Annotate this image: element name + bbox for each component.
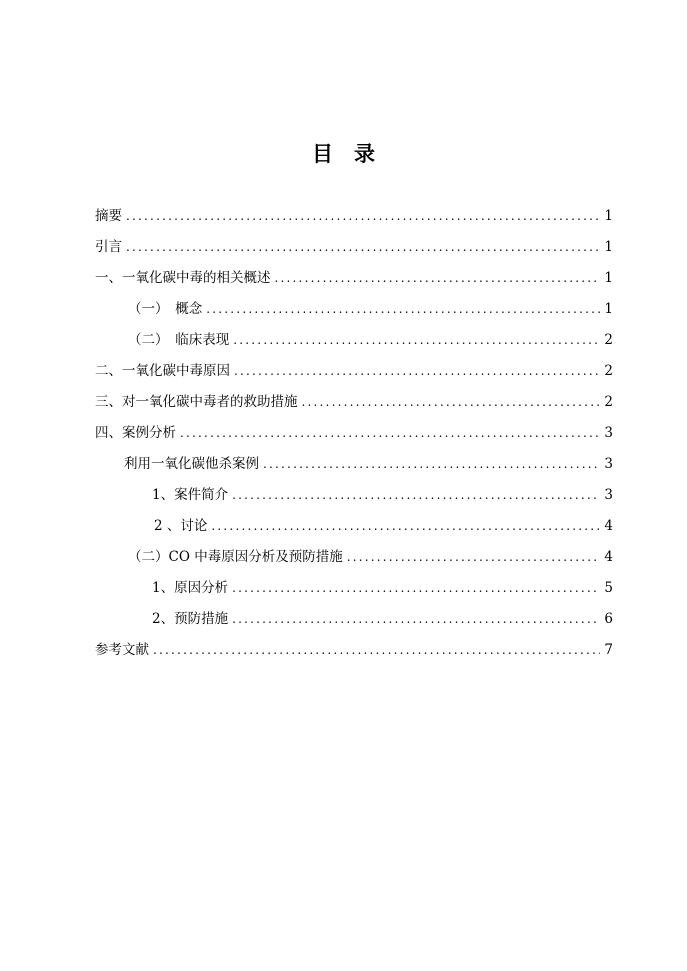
toc-entry[interactable] [95, 232, 613, 263]
toc-entry-page: 3 [604, 487, 613, 503]
toc-entry-page: 4 [604, 549, 613, 565]
toc-entry-label: 一、一氧化碳中毒的相关概述 [95, 270, 271, 286]
toc-leader-dots [126, 232, 600, 263]
toc-entry-page: 4 [604, 518, 613, 534]
toc-entry[interactable] [95, 356, 613, 387]
toc-leader-dots [275, 263, 601, 294]
table-of-contents [95, 201, 613, 666]
toc-entry-label: 1、案件简介 [152, 487, 229, 503]
toc-entry-label: 二、一氧化碳中毒原因 [95, 363, 230, 379]
toc-entry-label: （二） 临床表现 [128, 332, 230, 348]
page-title: 目 录 [312, 142, 375, 166]
toc-entry-label: 四、案例分析 [95, 425, 176, 441]
toc-leader-dots [232, 604, 600, 635]
toc-entry-page: 1 [604, 208, 613, 224]
toc-entry-label: （一） 概念 [128, 301, 203, 317]
toc-leader-dots [232, 573, 600, 604]
toc-leader-dots [233, 325, 600, 356]
toc-entry-page: 1 [604, 301, 613, 317]
toc-leader-dots [302, 387, 601, 418]
toc-entry-label: 参考文献 [95, 642, 149, 658]
toc-entry-label: 2、预防措施 [152, 611, 229, 627]
toc-entry-label: 摘要 [95, 208, 122, 224]
toc-leader-dots [232, 480, 600, 511]
toc-entry-label: 2 、讨论 [154, 518, 208, 534]
toc-entry[interactable] [95, 604, 613, 635]
toc-entry-label: 1、原因分析 [152, 580, 229, 596]
toc-entry[interactable] [95, 263, 613, 294]
toc-leader-dots [263, 449, 600, 480]
toc-entry-page: 3 [604, 456, 613, 472]
toc-entry[interactable] [95, 449, 613, 480]
toc-entry[interactable] [95, 511, 613, 542]
toc-leader-dots [347, 542, 601, 573]
toc-entry[interactable] [95, 201, 613, 232]
toc-entry-page: 1 [604, 270, 613, 286]
toc-entry-page: 2 [604, 332, 613, 348]
toc-entry-page: 6 [604, 611, 613, 627]
toc-entry[interactable] [95, 542, 613, 573]
toc-leader-dots [180, 418, 600, 449]
toc-entry-page: 3 [604, 425, 613, 441]
toc-entry-page: 2 [604, 394, 613, 410]
toc-entry-page: 5 [604, 580, 613, 596]
toc-entry-label: 三、对一氧化碳中毒者的救助措施 [95, 394, 298, 410]
toc-entry[interactable] [95, 635, 613, 666]
toc-entry[interactable] [95, 387, 613, 418]
toc-entry-label: （二）CO 中毒原因分析及预防措施 [128, 549, 343, 565]
toc-entry-page: 7 [604, 642, 613, 658]
toc-entry[interactable] [95, 325, 613, 356]
toc-leader-dots [206, 294, 600, 325]
toc-leader-dots [153, 635, 600, 666]
toc-entry-page: 2 [604, 363, 613, 379]
toc-entry-label: 引言 [95, 239, 122, 255]
toc-leader-dots [211, 511, 600, 542]
toc-entry[interactable] [95, 418, 613, 449]
toc-entry[interactable] [95, 294, 613, 325]
toc-leader-dots [234, 356, 600, 387]
toc-entry[interactable] [95, 480, 613, 511]
toc-entry-page: 1 [604, 239, 613, 255]
toc-entry-label: 利用一氧化碳他杀案例 [124, 456, 259, 472]
toc-entry[interactable] [95, 573, 613, 604]
toc-leader-dots [126, 201, 600, 232]
